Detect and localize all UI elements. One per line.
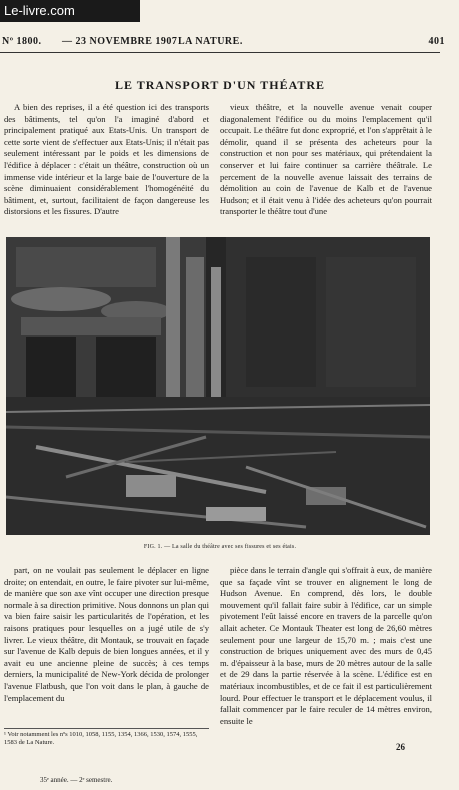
footnote: ¹ Voir notamment les nºs 1010, 1058, 1155, 1354, 1366, 1530, 1574, 1555, 1583 de La Nature. <box>4 728 209 747</box>
issue-number: Nº 1800. <box>2 36 42 47</box>
page-header <box>0 36 459 50</box>
volume-info: 35ᵉ année. — 2ᵉ semestre. <box>40 776 113 784</box>
paragraph: A bien des reprises, il a été question ici des transports des bâtiments, tel qu'on l'a imaginé d'abord et principalement pratiqué aux Etats-Unis. Un transport de cette sorte vient de s'effectuer aux Etats-Unis; il n'était pas seulement intéressant par le poids et les dimensions de l'édifice à déplacer : c'était un théâtre, construction où un immense vide intérieur et la large baie de l'ouverture de la scène diminuaient considérablement l'homogénéité du bâtiment, et, surtout, facilitaient de façon dangereuse les distorsions et les fissures. D'autre <box>4 102 209 217</box>
watermark-logo: Le-livre.com <box>0 0 140 22</box>
header-rule <box>0 52 440 53</box>
page-number: 401 <box>428 36 445 47</box>
paragraph: part, on ne voulait pas seulement le déplacer en ligne droite; on entendait, en outre, le faire pivoter sur lui-même, de manière que son axe vînt occuper une direction presque normale à sa direction primitive. Nous donnons un plan qui va bien faire saisir les particularités de l'opération, et les raisons pratiques pour lesquelles on a jugé utile de s'y livrer. Le vieux théâtre, dit Montauk, se trouvait en façade sur l'avenue de Kalb depuis de bien longues années, et il y avait eu une ancienne pleine de succès; à ces temps derniers, la municipalité de New-York décida de prolonger l'avenue Flatbush, que l'on voit dans le plan, à gauche de l'emplacement du <box>4 565 209 703</box>
signature-number: 26 <box>396 742 405 752</box>
paragraph: vieux théâtre, et la nouvelle avenue venait couper diagonalement l'édifice ou du moins l'emplacement qu'il occupait. Le théâtre fut donc exproprié, et l'on s'apprêtait à le démolir, quand il se présenta des acheteurs pour la construction et non pour ses matériaux, qui prétendaient la conserver et lui faire continuer sa carrière théâtrale. Le percement de la nouvelle avenue laissait des terrains de démolition au coin de l'avenue de Kalb et de l'avenue Hudson; et il était venu à l'idée des acheteurs qu'on pourrait transporter le théâtre tout d'une <box>220 102 432 217</box>
column-top-right <box>220 102 432 252</box>
theater-photo <box>6 237 430 535</box>
issue-date: — 23 NOVEMBRE 1907 <box>62 36 178 47</box>
figure-caption: FIG. 1. — La salle du théâtre avec ses fissures et ses étais. <box>143 544 297 550</box>
theater-photo-image <box>6 237 430 535</box>
column-top-left <box>4 102 209 252</box>
journal-name: LA NATURE. <box>178 36 243 47</box>
paragraph: pièce dans le terrain d'angle qui s'offrait à eux, de manière que sa façade vînt se trouver en alignement le long de Hudson Avenue. En comprend, dès lors, le double mouvement qu'il fallait faire subir à l'édifice, car un simple pivotement l'eût laissé encore en travers de la parcelle qu'on allait acheter. Ce Montauk Theater est long de 26,60 mètres seulement pour une largeur de 15,70 m. ; mais c'est une construction de briques uniquement avec des murs de 0,45 m. d'épaisseur à la base, murs de 20 mètres autour de la salle et de 29 dans la partie réservée à la scène. L'édifice est en matériaux incombustibles, et de ce fait il est particulièrement lourd. Pour effectuer le transport et le déplacement voulus, il fallait commencer par le faire reculer de 14 mètres environ, ensuite le <box>220 565 432 726</box>
article-title: LE TRANSPORT D'UN THÉATRE <box>114 78 326 92</box>
